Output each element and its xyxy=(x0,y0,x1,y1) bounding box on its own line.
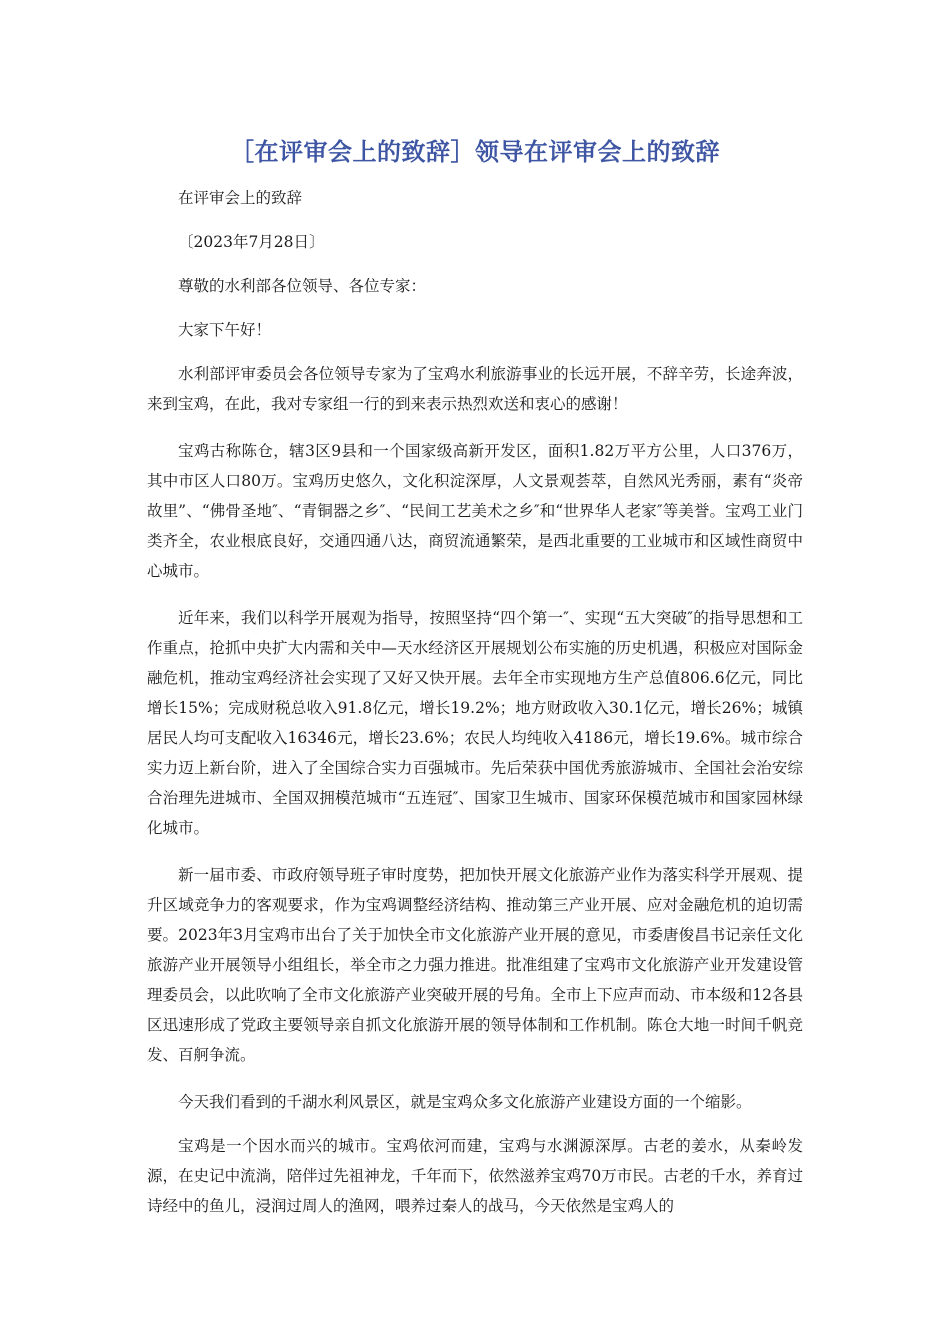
paragraph-water-city: 宝鸡是一个因水而兴的城市。宝鸡依河而建，宝鸡与水渊源深厚。古老的姜水，从秦岭发源，在史记中流淌，陪伴过先祖神龙，千年而下，依然滋养宝鸡70万市民。古老的千水，养育过诗经中的鱼儿，浸润过周人的渔网，喂养过秦人的战马，今天依然是宝鸡人的 xyxy=(147,1137,803,1215)
paragraph-city-overview: 宝鸡古称陈仓，辖3区9县和一个国家级高新开发区，面积1.82万平方公里，人口376万，其中市区人口80万。宝鸡历史悠久，文化积淀深厚，人文景观荟萃，自然风光秀丽，素有“炎帝故里”、“佛骨圣地″、“青铜器之乡″、“民间工艺美术之乡″和“世界华人老家″等美誉。宝鸡工业门类齐全，农业根底良好，交通四通八达，商贸流通繁荣，是西北重要的工业城市和区域性商贸中心城市。 xyxy=(147,442,803,580)
paragraph-tourism-policy: 新一届市委、市政府领导班子审时度势，把加快开展文化旅游产业作为落实科学开展观、提升区域竞争力的客观要求，作为宝鸡调整经济结构、推动第三产业开展、应对金融危机的迫切需要。2023年3月宝鸡市出台了关于加快全市文化旅游产业开展的意见，市委唐俊昌书记亲任文化旅游产业开展领导小组组长，举全市之力强力推进。批准组建了宝鸡市文化旅游产业开发建设管理委员会，以此吹响了全市文化旅游产业突破开展的号角。全市上下应声而动、市本级和12各县区迅速形成了党政主要领导亲自抓文化旅游开展的领导体制和工作机制。陈仓大地一时间千帆竞发、百舸争流。 xyxy=(147,866,803,1064)
document-title: ［在评审会上的致辞］领导在评审会上的致辞 xyxy=(230,138,720,166)
paragraph-subtitle: 在评审会上的致辞 xyxy=(178,189,303,207)
paragraph-salutation: 尊敬的水利部各位领导、各位专家： xyxy=(178,277,427,295)
document-body xyxy=(147,183,803,1238)
paragraph-welcome: 水利部评审委员会各位领导专家为了宝鸡水利旅游事业的长远开展，不辞辛劳，长途奔波，来到宝鸡，在此，我对专家组一行的到来表示热烈欢送和衷心的感谢！ xyxy=(147,365,803,413)
paragraph-greeting: 大家下午好！ xyxy=(178,321,272,339)
paragraph-economy: 近年来，我们以科学开展观为指导，按照坚持“四个第一″、实现“五大突破″的指导思想和工作重点，抢抓中央扩大内需和关中—天水经济区开展规划公布实施的历史机遇，积极应对国际金融危机，推动宝鸡经济社会实现了又好又快开展。去年全市实现地方生产总值806.6亿元，同比增长15%；完成财税总收入91.8亿元，增长19.2%；地方财政收入30.1亿元，增长26%；城镇居民人均可支配收入16346元，增长23.6%；农民人均纯收入4186元，增长19.6%。城市综合实力迈上新台阶，进入了全国综合实力百强城市。先后荣获中国优秀旅游城市、全国社会治安综合治理先进城市、全国双拥模范城市“五连冠″、国家卫生城市、国家环保模范城市和国家园林绿化城市。 xyxy=(147,609,803,837)
paragraph-date: 〔2023年7月28日〕 xyxy=(178,233,325,251)
paragraph-scenic-area: 今天我们看到的千湖水利风景区，就是宝鸡众多文化旅游产业建设方面的一个缩影。 xyxy=(178,1093,752,1111)
